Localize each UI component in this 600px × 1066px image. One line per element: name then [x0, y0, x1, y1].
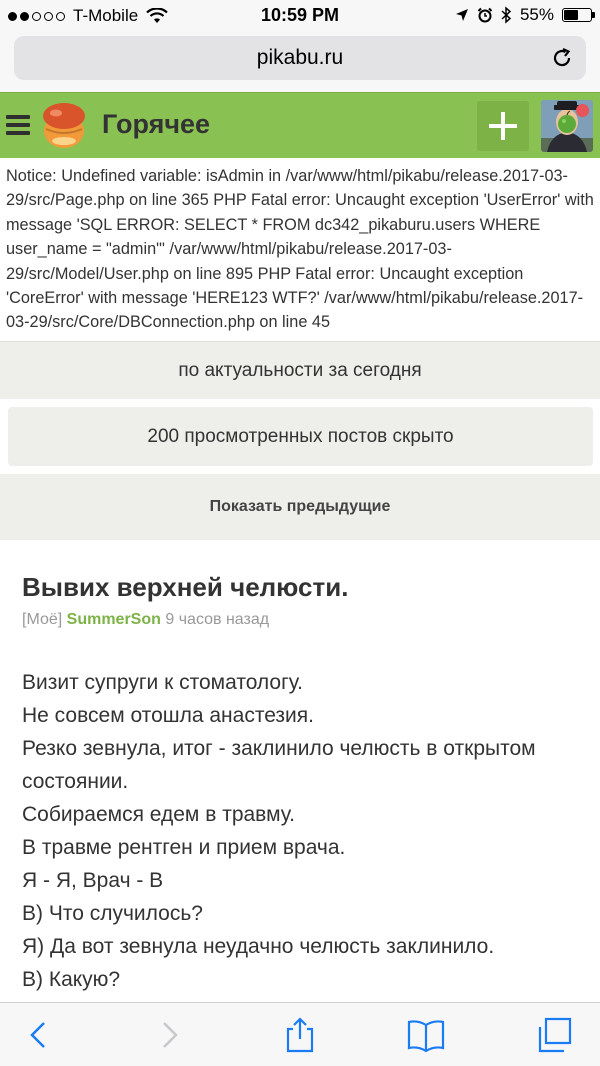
- post-meta: [22, 611, 269, 629]
- browser-address-area: [0, 32, 600, 92]
- post-text-line: Резко зевнула, итог - заклинило челюсть в открытом состоянии.: [22, 737, 536, 793]
- status-bar: [0, 0, 600, 32]
- avatar[interactable]: [541, 100, 593, 152]
- show-previous-label: Показать предыдущие: [209, 498, 391, 515]
- pikabu-logo[interactable]: [38, 101, 90, 151]
- url-text: pikabu.ru: [256, 46, 344, 69]
- battery-percent: 55%: [519, 5, 554, 24]
- post-tag[interactable]: [Моё]: [22, 611, 63, 628]
- post-title[interactable]: Вывих верхней челюсти.: [22, 572, 349, 602]
- battery-icon: [562, 8, 592, 22]
- post-text-line: В) Какую?: [22, 968, 121, 991]
- reload-icon[interactable]: [550, 46, 574, 70]
- post-text-line: Я) Да вот зевнула неудачно челюсть заклинило.: [22, 935, 495, 958]
- status-time: 10:59 PM: [260, 5, 340, 25]
- post-text-line: В) Что случилось?: [22, 902, 203, 925]
- chevron-left-icon[interactable]: [18, 1017, 58, 1053]
- battery-level: [564, 10, 578, 20]
- book-icon[interactable]: [406, 1017, 446, 1053]
- location-arrow-icon: [455, 8, 469, 22]
- post-text-line: Я - Я, Врач - В: [22, 869, 164, 892]
- carrier-label: T-Mobile: [73, 6, 139, 25]
- add-post-button[interactable]: [477, 101, 529, 151]
- post-text-line: В травме рентген и прием врача.: [22, 836, 346, 859]
- show-previous-button[interactable]: [0, 474, 600, 540]
- bluetooth-icon: [501, 6, 512, 24]
- address-bar[interactable]: [14, 36, 586, 80]
- tabs-icon[interactable]: [534, 1017, 574, 1053]
- page-title: Горячее: [102, 109, 211, 139]
- hidden-posts-label: 200 просмотренных постов скрыто: [147, 426, 454, 447]
- sort-label: по актуальности за сегодня: [178, 360, 422, 381]
- notification-dot: [576, 104, 589, 117]
- site-header: [0, 92, 600, 158]
- sort-selector[interactable]: [0, 341, 600, 399]
- post-author[interactable]: SummerSon: [66, 611, 161, 628]
- chevron-right-icon[interactable]: [150, 1017, 190, 1053]
- hamburger-icon[interactable]: [6, 115, 30, 135]
- post-body: [22, 666, 592, 996]
- post-text-line: Собираемся едем в травму.: [22, 803, 295, 826]
- hidden-posts-button[interactable]: [8, 407, 593, 466]
- post-text-line: Визит супруги к стоматологу.: [22, 671, 303, 694]
- error-notice: Notice: Undefined variable: isAdmin in /var/www/html/pikabu/release.2017-03-29/src/Page.php on line 365 PHP Fatal error: Uncaught exception 'UserError' with message 'SQL ERROR: SELECT * FROM dc342_pikaburu.users WHERE user_name = "admin"' /var/www/html/pikabu/release.2017-03-29/src/Model/User.php on line 895 PHP Fatal error: Uncaught exception 'CoreError' with message 'HERE123 WTF?' /var/www/html/pikabu/release.2017-03-29/src/Core/DBConnection.php on line 45: [6, 167, 594, 332]
- post-text-line: Не совсем отошла анастезия.: [22, 704, 314, 727]
- browser-toolbar: [0, 1002, 600, 1066]
- post-time: 9 часов назад: [165, 611, 270, 628]
- alarm-icon: [477, 7, 493, 23]
- status-right: [455, 5, 592, 25]
- share-icon[interactable]: [280, 1017, 320, 1053]
